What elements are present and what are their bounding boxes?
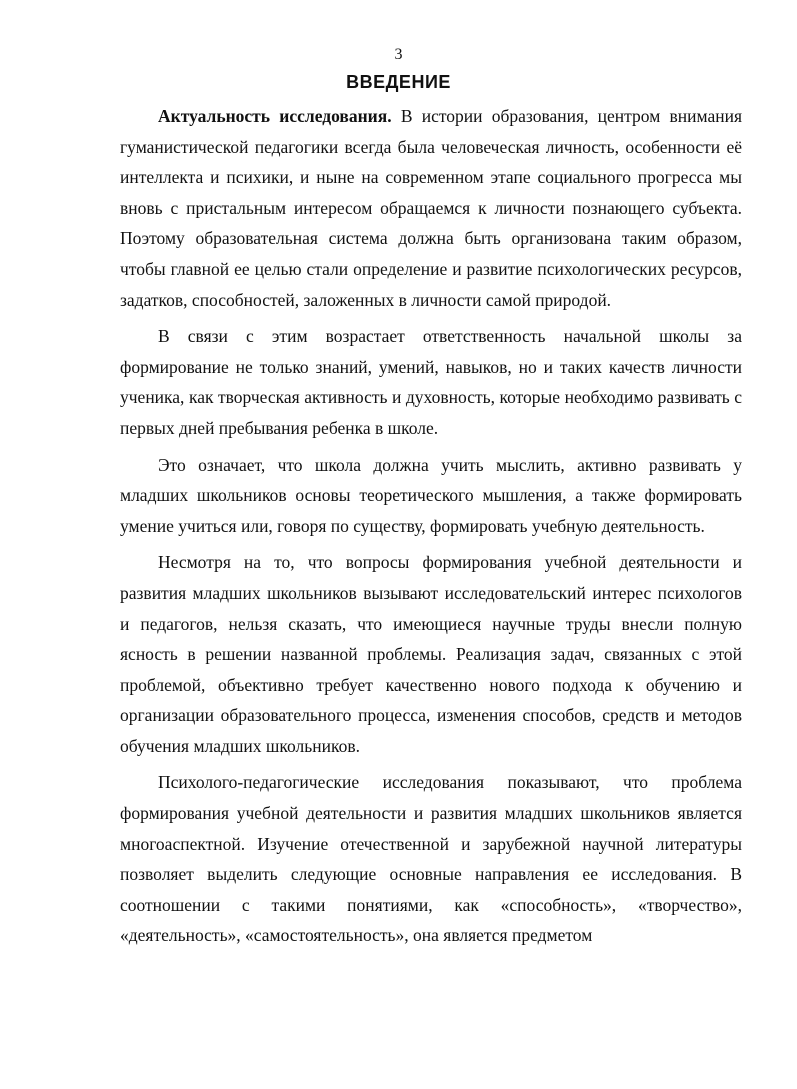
- section-heading: ВВЕДЕНИЕ: [346, 72, 451, 92]
- paragraph: Несмотря на то, что вопросы формирования учебной деятельности и развития младших школьников вызывают исследовательский интерес психологов и педагогов, нельзя сказать, что имеющиеся научные труды внесли полную ясность в решении названной проблемы. Реализация задач, связанных с этой проблемой, объективно требует качественно нового подхода к обучению и организации образовательного процесса, изменения способов, средств и методов обучения младших школьников.: [120, 552, 742, 756]
- page-number: 3: [394, 46, 403, 63]
- paragraph-relevance: [120, 101, 742, 315]
- paragraph: Это означает, что школа должна учить мыслить, активно развивать у младших школьников основы теоретического мышления, а также формировать умение учиться или, говоря по существу, формировать учебную деятельность.: [120, 454, 742, 536]
- paragraph: Психолого-педагогические исследования показывают, что проблема формирования учебной деятельности и развития младших школьников является многоаспектной. Изучение отечественной и зарубежной научной литературы позволяет выделить следующие основные направления ее исследования. В соотношении с такими понятиями, как «способность», «творчество», «деятельность», «самостоятельность», она является предметом: [120, 772, 742, 946]
- paragraph-text: В истории образования, центром внимания гуманистической педагогики всегда была человеческая личность, особенности её интеллекта и психики, и ныне на современном этапе социального прогресса мы вновь с пристальным интересом обращаемся к личности познающего субъекта. Поэтому образовательная система должна быть организована таким образом, чтобы главной ее целью стали определение и развитие психологических ресурсов, задатков, способностей, заложенных в личности самой природой.: [120, 106, 743, 310]
- body-text: [120, 101, 742, 951]
- paragraph-lead: Актуальность исследования.: [158, 106, 392, 126]
- paragraph: В связи с этим возрастает ответственность начальной школы за формирование не только знаний, умений, навыков, но и таких качеств личности ученика, как творческая активность и духовность, которые необходимо развивать с первых дней пребывания ребенка в школе.: [120, 326, 742, 438]
